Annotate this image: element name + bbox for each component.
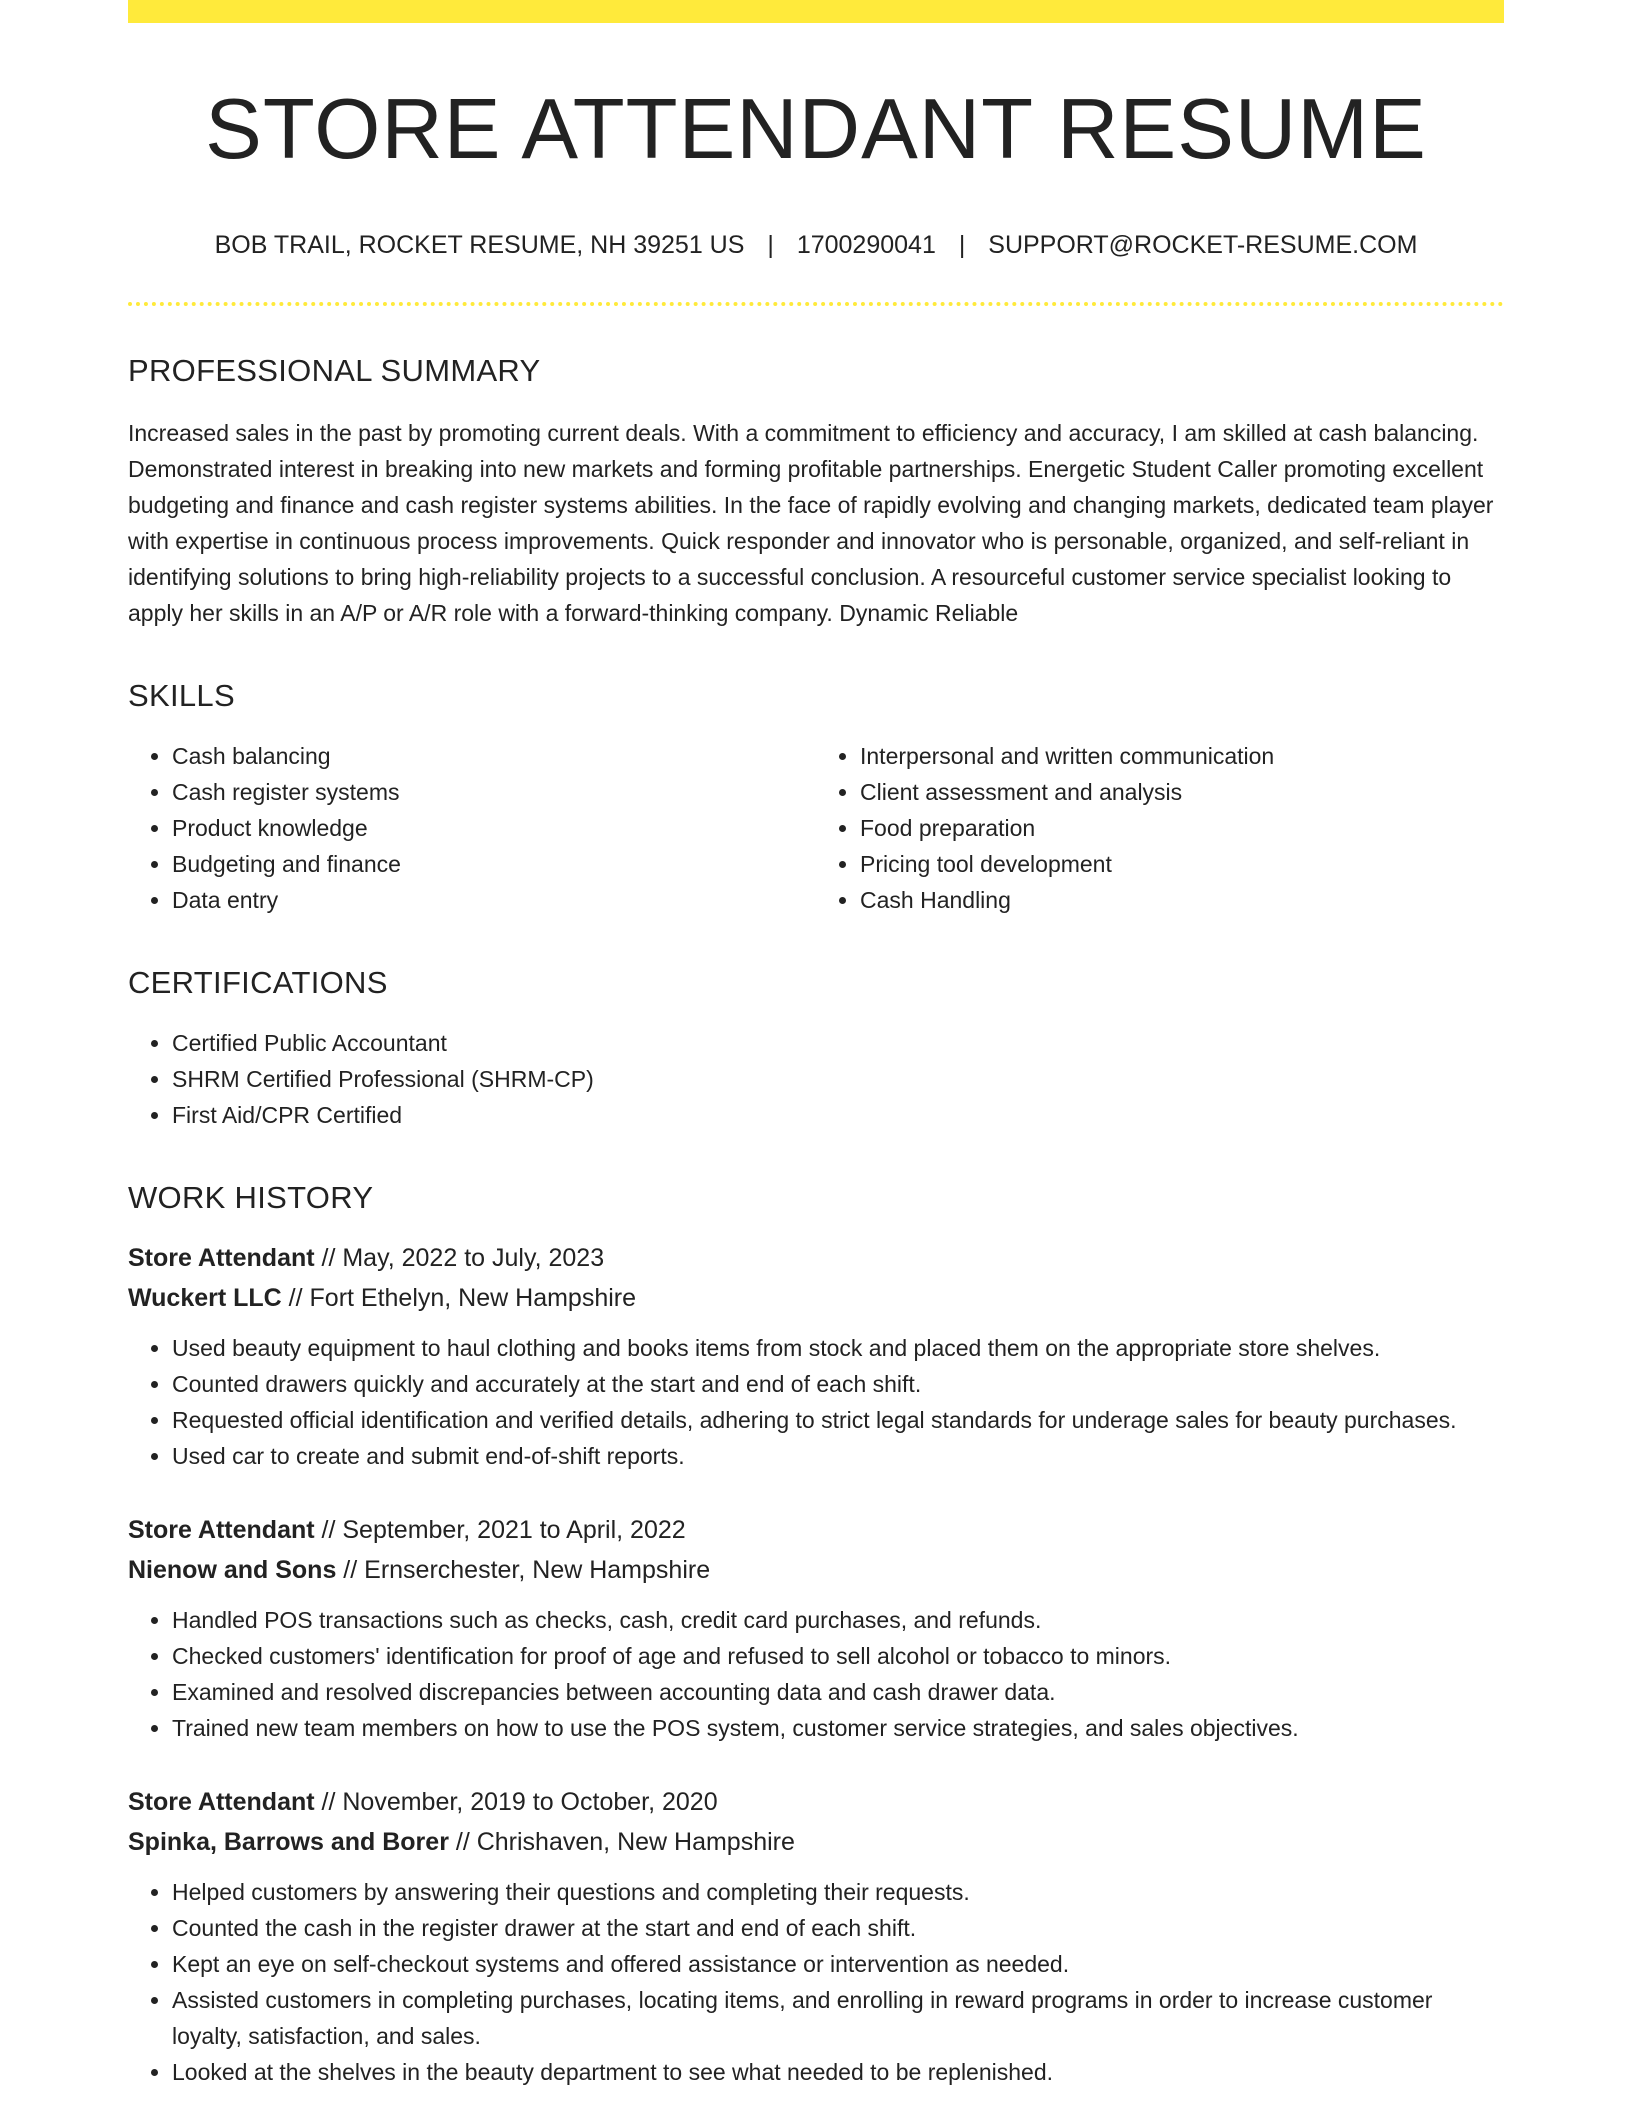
dotted-divider [128, 302, 1504, 306]
job-dates: // November, 2019 to October, 2020 [314, 1788, 718, 1817]
job-company-line [128, 1822, 1504, 1862]
job-duty-item: • Assisted customers in completing purchases, locating items, and enrolling in reward programs in order to increase customer loyalty, satisfaction, and sales. [172, 1982, 1504, 2054]
job-duty-item: • Helped customers by answering their questions and completing their requests. [172, 1874, 1504, 1910]
accent-top-bar [128, 0, 1504, 23]
skill-item: • Cash register systems [172, 774, 816, 810]
job-title: Store Attendant [128, 1244, 315, 1273]
contact-address: BOB TRAIL, ROCKET RESUME, NH 39251 US [214, 231, 745, 259]
job-location: // Fort Ethelyn, New Hampshire [281, 1284, 637, 1313]
job-company-line [128, 1550, 1504, 1590]
skill-item: • Cash Handling [860, 882, 1504, 918]
job-duty-item: • Used car to create and submit end-of-shift reports. [172, 1438, 1504, 1474]
skills-section [128, 677, 1504, 918]
work-history-heading: WORK HISTORY [128, 1180, 374, 1216]
job-entry [128, 1238, 1504, 1474]
job-duty-item: • Looked at the shelves in the beauty department to see what needed to be replenished. [172, 2054, 1504, 2090]
job-title-line [128, 1510, 1504, 1550]
job-duty-item: • Handled POS transactions such as checks, cash, credit card purchases, and refunds. [172, 1602, 1504, 1638]
job-duty-item: • Trained new team members on how to use the POS system, customer service strategies, and sales objectives. [172, 1710, 1504, 1746]
certifications-heading: CERTIFICATIONS [128, 964, 388, 1000]
job-duties-list [128, 1602, 1504, 1746]
work-history-section [128, 1179, 1504, 2090]
job-duty-item: • Checked customers' identification for proof of age and refused to sell alcohol or tobacco to minors. [172, 1638, 1504, 1674]
skill-item: • Data entry [172, 882, 816, 918]
contact-line [128, 229, 1504, 262]
job-duty-item: • Kept an eye on self-checkout systems and offered assistance or intervention as needed. [172, 1946, 1504, 1982]
summary-text: Increased sales in the past by promoting current deals. With a commitment to efficiency and accuracy, I am skilled at cash balancing. Demonstrated interest in breaking into new markets and forming profitable partnerships. Energetic Student Caller promoting excellent budgeting and finance and cash register systems abilities. In the face of rapidly evolving and changing markets, dedicated team player with expertise in continuous process improvements. Quick responder and innovator who is personable, organized, and self-reliant in identifying solutions to bring high-reliability projects to a successful conclusion. A resourceful customer service specialist looking to apply her skills in an A/P or A/R role with a forward-thinking company. Dynamic Reliable [128, 419, 1494, 626]
job-location: // Chrishaven, New Hampshire [448, 1828, 795, 1857]
job-title-line [128, 1782, 1504, 1822]
certifications-section [128, 964, 1504, 1133]
job-title-line [128, 1238, 1504, 1278]
job-location: // Ernserchester, New Hampshire [336, 1556, 711, 1585]
contact-email: SUPPORT@ROCKET-RESUME.COM [988, 231, 1418, 259]
job-company-line [128, 1278, 1504, 1318]
job-duties-list [128, 1874, 1504, 2090]
skills-heading: SKILLS [128, 677, 235, 713]
job-dates: // September, 2021 to April, 2022 [314, 1516, 686, 1545]
job-duty-item: • Used beauty equipment to haul clothing and books items from stock and placed them on the appropriate store shelves. [172, 1330, 1504, 1366]
job-duty-item: • Counted the cash in the register drawer at the start and end of each shift. [172, 1910, 1504, 1946]
job-title: Store Attendant [128, 1516, 315, 1545]
skills-list-left [128, 738, 816, 918]
skill-item: • Food preparation [860, 810, 1504, 846]
contact-separator: | [958, 231, 966, 259]
contact-separator: | [767, 231, 774, 259]
skill-item: • Budgeting and finance [172, 846, 816, 882]
job-company: Nienow and Sons [128, 1556, 337, 1585]
certification-item: • First Aid/CPR Certified [172, 1097, 1504, 1133]
skill-item: • Cash balancing [172, 738, 816, 774]
job-dates: // May, 2022 to July, 2023 [314, 1244, 605, 1273]
job-entry [128, 1510, 1504, 1746]
certifications-list [128, 1025, 1504, 1133]
skill-item: • Product knowledge [172, 810, 816, 846]
skills-grid [128, 738, 1504, 918]
job-company: Wuckert LLC [128, 1284, 282, 1313]
job-duties-list [128, 1330, 1504, 1474]
job-title: Store Attendant [128, 1788, 315, 1817]
skill-item: • Pricing tool development [860, 846, 1504, 882]
summary-section [128, 352, 1504, 631]
job-duty-item: • Counted drawers quickly and accurately at the start and end of each shift. [172, 1366, 1504, 1402]
job-company: Spinka, Barrows and Borer [128, 1828, 449, 1857]
certification-item: • Certified Public Accountant [172, 1025, 1504, 1061]
certification-item: • SHRM Certified Professional (SHRM-CP) [172, 1061, 1504, 1097]
summary-heading: PROFESSIONAL SUMMARY [128, 352, 541, 388]
job-duty-item: • Examined and resolved discrepancies between accounting data and cash drawer data. [172, 1674, 1504, 1710]
contact-phone: 1700290041 [796, 231, 936, 259]
skills-list-right [816, 738, 1504, 918]
skill-item: • Client assessment and analysis [860, 774, 1504, 810]
skill-item: • Interpersonal and written communication [860, 738, 1504, 774]
resume-page [128, 0, 1504, 2090]
resume-title: STORE ATTENDANT RESUME [205, 82, 1427, 177]
job-entry [128, 1782, 1504, 2090]
job-duty-item: • Requested official identification and verified details, adhering to strict legal standards for underage sales for beauty purchases. [172, 1402, 1504, 1438]
